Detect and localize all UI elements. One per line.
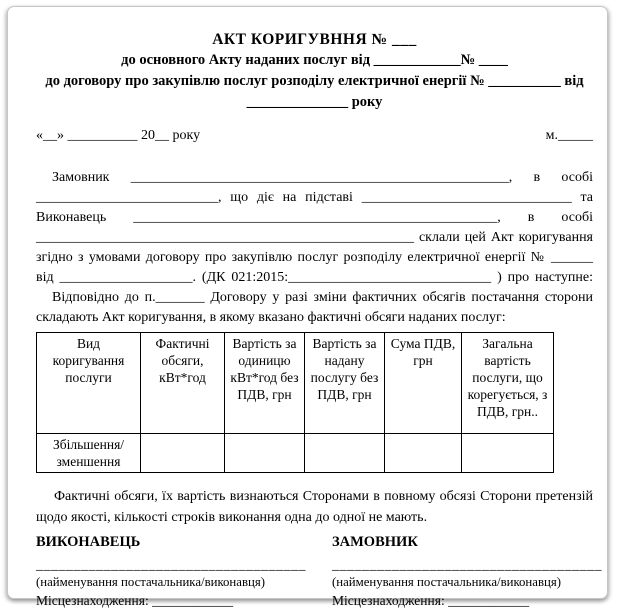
col-header-unit-cost: Вартість за одиницю кВт*год без ПДВ, грн: [225, 333, 305, 434]
col-header-service-cost: Вартість за надану послугу без ПДВ, грн: [305, 333, 385, 434]
header-year-blank: ______________ року: [246, 94, 383, 110]
signature-line-vykonavets: ____________________________________: [36, 558, 306, 573]
body-line-conclusion: складають Акт коригування, в якому вказано фактичні обсяги наданих послуг:: [36, 310, 506, 325]
col-header-actual-volumes: Фактичні обсяги, кВт*год: [141, 333, 225, 434]
header-subtitle-contract: до договору про закупівлю послуг розподілу електричної енергії № __________ від: [45, 73, 584, 89]
document-page: [7, 6, 608, 608]
cell-service-cost: [305, 434, 385, 473]
body-line-dk-code: від ___________________. (ДК 021:2015:_____________________________ ) про наступне:: [36, 270, 593, 285]
city-blank: м._____: [545, 128, 593, 143]
preamble-paragraph: [36, 168, 593, 328]
signature-block-zamovnyk: [332, 534, 600, 610]
signature-title-vykonavets: ВИКОНАВЕЦЬ: [36, 534, 141, 550]
signature-line-zamovnyk: ____________________________________: [332, 558, 602, 573]
cell-unit-cost: [225, 434, 305, 473]
cell-increase-decrease: Збільшення/ зменшення: [37, 434, 141, 473]
table-row: [37, 434, 554, 473]
signature-block-vykonavets: [36, 534, 304, 610]
correction-table: [36, 332, 554, 473]
table-header-row: [37, 333, 554, 434]
document-header: [36, 29, 593, 113]
col-header-service-type: Вид коригування послуги: [37, 333, 141, 434]
document-title: АКТ КОРИГУВННЯ № ___: [212, 31, 417, 48]
location-blank-zamovnyk: Місцезнаходження: ____________: [332, 593, 530, 608]
cell-vat-amount: [385, 434, 462, 473]
signature-title-zamovnyk: ЗАМОВНИК: [332, 534, 418, 550]
body-line-contract-terms: згідно з умовами договору про закупівлю послуг розподілу електричної енергії № ______: [36, 250, 593, 265]
col-header-vat-amount: Сума ПДВ, грн: [385, 333, 462, 434]
body-line-zamovnyk: Замовник ______________________________________________________, в особі: [52, 170, 593, 185]
body-line-vykonavets: Виконавець ____________________________________________________, в особі: [36, 210, 593, 225]
signature-section: [36, 534, 602, 610]
col-header-total-cost: Загальна вартість послуги, що корегується, з ПДВ, грн..: [462, 333, 554, 434]
location-blank-vykonavets: Місцезнаходження: ____________: [36, 593, 234, 608]
body-line-clause: Відповідно до п._______ Договору у разі зміни фактичних обсягів постачання сторони: [52, 290, 593, 305]
body-line-representative: __________________________, що діє на підставі ______________________________ та: [36, 190, 593, 205]
signature-caption-zamovnyk: (найменування постачальника/виконавця): [332, 575, 561, 589]
cell-actual-volumes: [141, 434, 225, 473]
cell-total-cost: [462, 434, 554, 473]
body-line-composed: ______________________________________________________ склали цей Акт коригування: [36, 230, 593, 245]
date-city-line: [36, 125, 593, 146]
signature-caption-vykonavets: (найменування постачальника/виконавця): [36, 575, 265, 589]
header-subtitle-act: до основного Акту наданих послуг від ____________№ ____: [121, 52, 508, 68]
closing-paragraph: Фактичні обсяги, їх вартість визнаються Сторонами в повному обсязі Сторони претензій щодо якості, кількості строків виконання одна до одної не мають.: [36, 489, 593, 525]
date-blank: «__» __________ 20__ року: [36, 128, 201, 143]
